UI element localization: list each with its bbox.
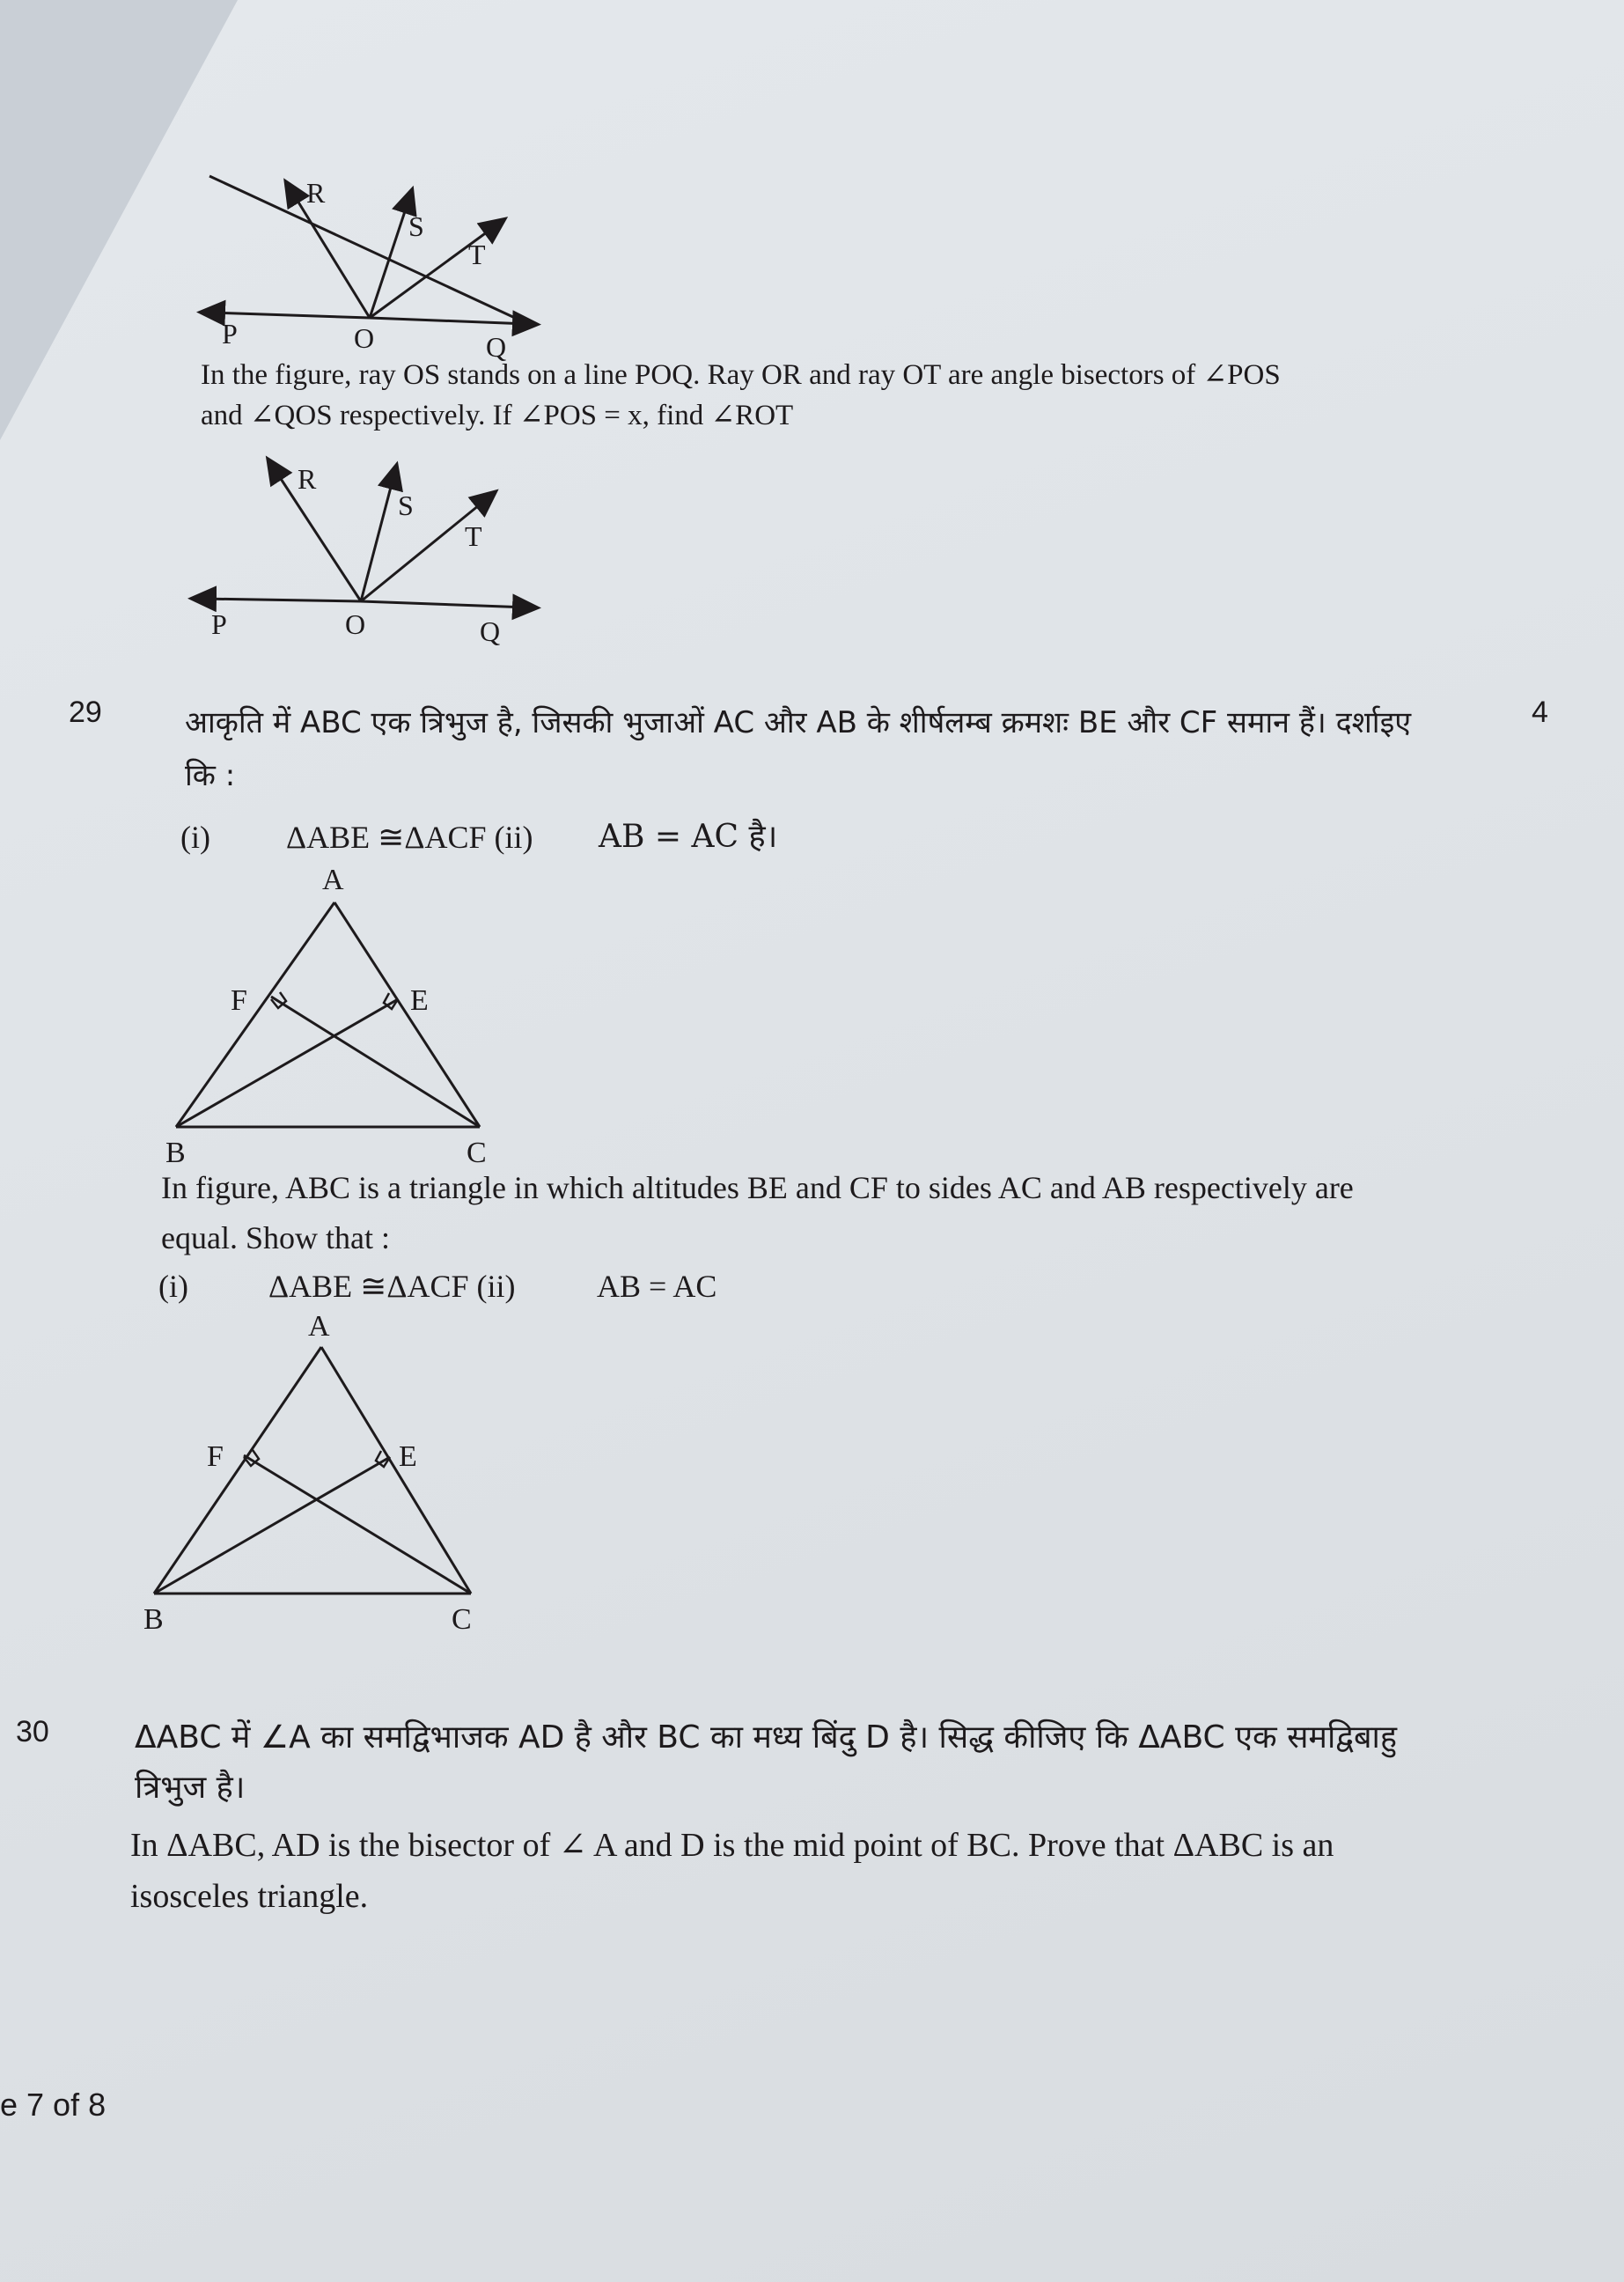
q28-angle-figure-2 xyxy=(185,458,555,651)
q30-hindi-line1: ΔABC में ∠A का समद्विभाजक AD है और BC का मध्य बिंदु D है। सिद्ध कीजिए कि ΔABC एक समद्विबाहु xyxy=(135,1719,1397,1756)
q29-hindi-line1: आकृति में ABC एक त्रिभुज है, जिसकी भुजाओं AC और AB के शीर्षलम्ब क्रमशः BE और CF समान हैं। दर्शाइए xyxy=(185,705,1412,740)
q29-english-part-i: (i) xyxy=(158,1269,188,1304)
label-A: A xyxy=(308,1310,330,1343)
q30-number: 30 xyxy=(16,1715,49,1748)
label-R: R xyxy=(306,177,326,209)
q29-number: 29 xyxy=(69,696,102,729)
label-O: O xyxy=(354,322,375,354)
q29-hindi-part-ii-text: AB = AC है। xyxy=(599,819,778,855)
label-C: C xyxy=(467,1137,487,1169)
label-C: C xyxy=(452,1603,472,1636)
label-A: A xyxy=(322,864,344,896)
label-S: S xyxy=(398,490,414,521)
label-Q: Q xyxy=(486,331,507,363)
label-Q: Q xyxy=(480,615,501,647)
label-P: P xyxy=(211,608,227,640)
q29-hindi-line2: कि : xyxy=(185,758,236,793)
q28-question-line2: and ∠QOS respectively. If ∠POS = x, find ∠ROT xyxy=(201,400,794,431)
label-P: P xyxy=(222,318,238,350)
label-E: E xyxy=(410,984,429,1017)
label-O: O xyxy=(345,608,366,640)
q29-marks: 4 xyxy=(1532,696,1548,729)
label-T: T xyxy=(465,520,482,552)
q29-hindi-part-i-text: ΔABE ≅ΔACF (ii) xyxy=(286,820,533,855)
q28-question-line1: In the figure, ray OS stands on a line POQ. Ray OR and ray OT are angle bisectors of ∠POS xyxy=(201,359,1281,391)
label-B: B xyxy=(143,1603,164,1636)
q29-english-line1: In figure, ABC is a triangle in which altitudes BE and CF to sides AC and AB respectively are xyxy=(161,1170,1354,1205)
q29-triangle-figure-2 xyxy=(136,1307,506,1642)
label-S: S xyxy=(408,210,424,242)
q29-english-line2: equal. Show that : xyxy=(161,1220,390,1255)
label-B: B xyxy=(165,1137,186,1169)
label-F: F xyxy=(231,984,247,1017)
label-E: E xyxy=(399,1440,417,1473)
label-T: T xyxy=(468,239,486,270)
q30-english-line2: isosceles triangle. xyxy=(130,1878,369,1915)
page-number: e 7 of 8 xyxy=(0,2087,107,2123)
label-F: F xyxy=(207,1440,224,1473)
q30-english-line1: In ΔABC, AD is the bisector of ∠ A and D is the mid point of BC. Prove that ΔABC is an xyxy=(130,1827,1334,1864)
q29-hindi-part-i: (i) xyxy=(180,820,210,855)
label-R: R xyxy=(298,463,317,495)
q29-english-part-ii-text: AB = AC xyxy=(597,1269,717,1304)
q28-angle-figure-1 xyxy=(194,176,563,370)
q29-english-part-i-text: ΔABE ≅ΔACF (ii) xyxy=(268,1269,516,1304)
q30-hindi-line2: त्रिभुज है। xyxy=(135,1770,246,1806)
q29-triangle-figure-1 xyxy=(158,858,511,1175)
